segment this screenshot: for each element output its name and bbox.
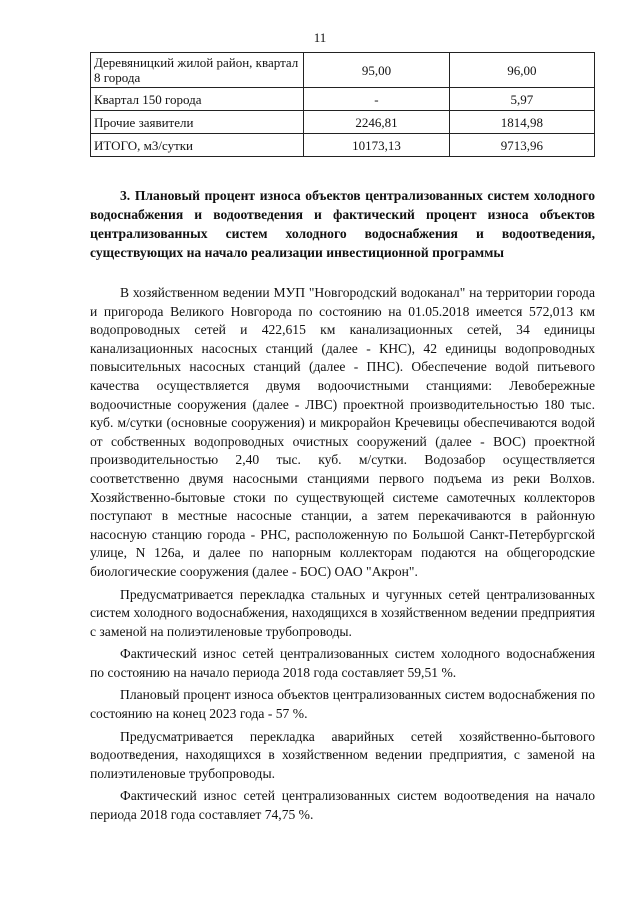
table-cell-value: 95,00 bbox=[304, 53, 450, 88]
table-cell-name: Квартал 150 города bbox=[91, 88, 304, 111]
water-demand-table bbox=[90, 52, 595, 157]
paragraph: Предусматривается перекладка стальных и чугунных сетей централизованных систем холодного водоснабжения, находящихся в хозяйственном ведении предприятия с заменой на полиэтиленовые трубопроводы. bbox=[90, 586, 595, 639]
table-cell-name: ИТОГО, м3/сутки bbox=[91, 134, 304, 157]
table-cell-name: Прочие заявители bbox=[91, 111, 304, 134]
page-number: 11 bbox=[313, 30, 327, 45]
paragraph: Фактический износ сетей централизованных систем водоотведения на начало периода 2018 года составляет 74,75 %. bbox=[90, 788, 595, 823]
table-cell-value: 9713,96 bbox=[449, 134, 594, 157]
table-cell-value: 96,00 bbox=[449, 53, 594, 88]
table-cell-value: 2246,81 bbox=[304, 111, 450, 134]
paragraph: Предусматривается перекладка аварийных сетей хозяйственно-бытового водоотведения, находящихся в хозяйственном ведении предприятия, с заменой на полиэтиленовые трубопроводы. bbox=[90, 728, 595, 781]
section-title: 3. Плановый процент износа объектов централизованных систем холодного водоснабжения и водоотведения и фактический процент износа объектов централизованных систем холодного водоснабжения и водоотведения, существующих на начало реализации инвестиционной программы bbox=[90, 188, 595, 260]
table-row bbox=[91, 53, 595, 88]
body-text bbox=[90, 284, 595, 829]
paragraph: В хозяйственном ведении МУП "Новгородский водоканал" на территории города и пригорода Великого Новгорода по состоянию на 01.05.2018 имеется 572,013 км водопроводных сетей и 422,615 км канализационных сетей, 34 единицы канализационных насосных станций (далее - КНС), 42 единицы водопроводных повысительных насосных станций (далее - ПНС). Обеспечение водой питьевого качества осуществляется двумя водоочистными станциями: Левобережные водоочистные сооружения (далее - ЛВС) проектной производительностью 180 тыс. куб. м/сутки (основные сооружения) и микрорайон Кречевицы обеспечиваются водой от собственных водопроводных очистных сооружений (далее - ВОС) проектной производительностью 2,40 тыс. куб. м/сутки. Водозабор осуществляется соответственно двумя насосными станциями первого подъема из реки Волхов. Хозяйственно-бытовые стоки по существующей системе самотечных коллекторов поступают в местные насосные станции, а затем перекачиваются в районную насосную станцию города - РНС, расположенную по Большой Санкт-Петербургской улице, N 126а, и далее по напорным коллекторам подаются на общегородские биологические сооружения (далее - БОС) ОАО "Акрон". bbox=[90, 285, 595, 579]
table-cell-value: 1814,98 bbox=[449, 111, 594, 134]
paragraph: Фактический износ сетей централизованных систем холодного водоснабжения по состоянию на начало периода 2018 года составляет 59,51 %. bbox=[90, 646, 595, 680]
table-cell-value: 5,97 bbox=[449, 88, 594, 111]
table-row bbox=[91, 111, 595, 134]
table-row bbox=[91, 88, 595, 111]
table-row-total bbox=[91, 134, 595, 157]
table-cell-value: - bbox=[304, 88, 450, 111]
table-cell-value: 10173,13 bbox=[304, 134, 450, 157]
paragraph: Плановый процент износа объектов централизованных систем водоснабжения по состоянию на конец 2023 года - 57 %. bbox=[90, 687, 595, 722]
table-cell-name: Деревяницкий жилой район, квартал 8 города bbox=[91, 53, 304, 88]
